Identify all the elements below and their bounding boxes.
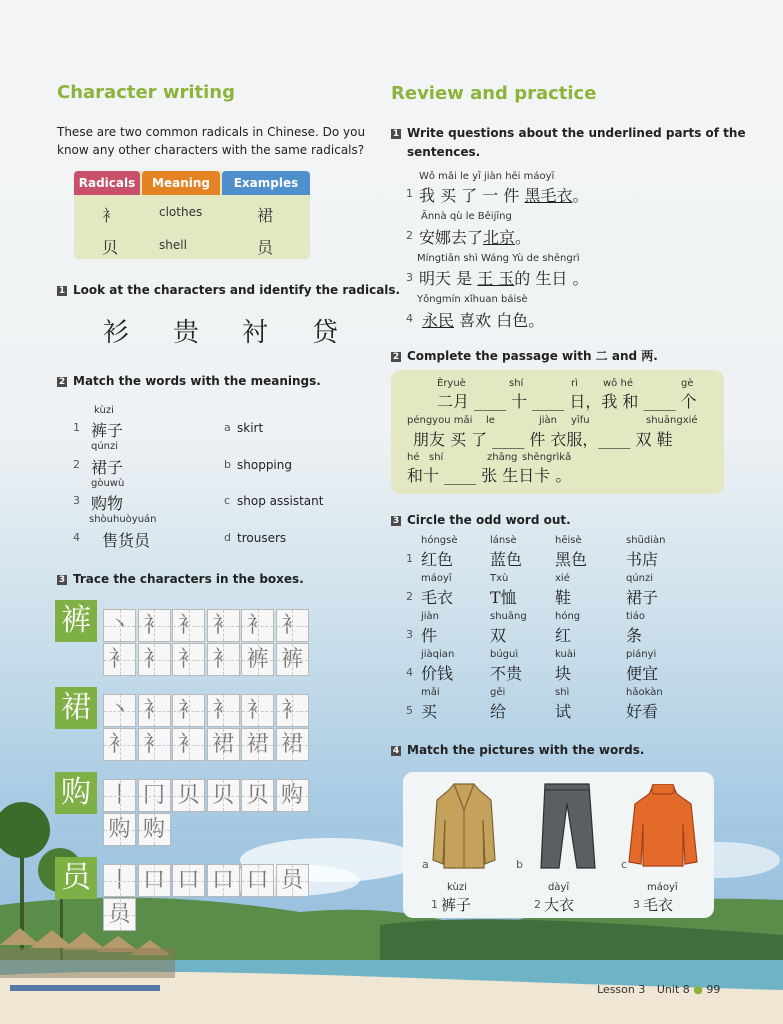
odd-word-pinyin: hǎokàn: [626, 687, 663, 698]
exercise-text: Match the pictures with the words.: [407, 743, 645, 757]
intro-text: [57, 123, 365, 159]
trace-box[interactable]: 丶: [103, 694, 136, 727]
word-hanzi: 裤子: [441, 896, 472, 914]
footer-page-number: 99: [706, 983, 721, 996]
sentence-part: 明天 是: [419, 269, 478, 288]
underlined-part: 永民: [422, 311, 455, 330]
odd-word-pinyin: jiàqian: [421, 649, 455, 660]
odd-word[interactable]: 件: [421, 626, 438, 645]
trace-box[interactable]: 贝: [207, 779, 240, 812]
exercise-number: 3: [58, 575, 66, 585]
odd-word-pinyin: Txù: [490, 573, 509, 584]
intro-line: know any other characters with the same radicals?: [57, 143, 365, 157]
odd-word[interactable]: 红色: [421, 550, 454, 569]
match-hanzi: 裤子: [91, 421, 124, 440]
passage-pinyin: shí: [509, 378, 524, 389]
passage-line[interactable]: 二月 ____ 十 ____ 日，我 和 ____ 个: [437, 392, 697, 411]
match-meaning: skirt: [237, 421, 264, 435]
match-pinyin: kùzi: [94, 405, 114, 416]
coat-icon: [429, 780, 499, 872]
odd-word-pinyin: jiàn: [421, 611, 440, 622]
trace-box[interactable]: 贝: [172, 779, 205, 812]
table-cell-meaning: clothes: [159, 205, 203, 219]
odd-word[interactable]: T恤: [490, 588, 517, 607]
odd-row-number: 3: [406, 628, 413, 641]
table-cell-meaning: shell: [159, 238, 187, 252]
sentence-part: 的 生日 。: [514, 269, 589, 288]
sentence-number: 4: [406, 312, 413, 325]
table-cell-example: 员: [257, 238, 274, 257]
match-hanzi: 裙子: [91, 458, 124, 477]
trace-box[interactable]: 衤: [103, 643, 136, 676]
match-pinyin: qúnzi: [91, 441, 119, 452]
exercise-number: 1: [392, 129, 400, 139]
trace-character: 员: [55, 857, 97, 899]
sentence-part: 。: [515, 228, 532, 247]
underlined-part: 王 玉: [477, 269, 515, 288]
odd-word-pinyin: búguì: [490, 649, 519, 660]
match-pinyin: shòuhuòyuán: [89, 514, 157, 525]
left-section-title: Character writing: [57, 82, 235, 103]
trace-box[interactable]: 丨: [103, 779, 136, 812]
sentence-number: 2: [406, 229, 413, 242]
trace-box[interactable]: 裤: [241, 643, 274, 676]
trace-box[interactable]: 衤: [276, 694, 309, 727]
match-number: 4: [73, 531, 80, 544]
trace-box[interactable]: 衤: [207, 643, 240, 676]
odd-word[interactable]: 书店: [626, 550, 659, 569]
passage-line[interactable]: 朋友 买 了 ____ 件 衣服，____ 双 鞋: [413, 430, 673, 449]
sentence: [419, 266, 588, 289]
passage-pinyin: shí: [429, 452, 444, 463]
passage-pinyin: shēngrìkǎ: [522, 452, 572, 463]
sentence: [419, 225, 531, 248]
passage-pinyin: jiàn: [539, 415, 558, 426]
trace-box[interactable]: 口: [172, 864, 205, 897]
exercise-number: 3: [392, 516, 400, 526]
sentence: [422, 308, 544, 331]
trace-box[interactable]: 购: [276, 779, 309, 812]
radical-char: 贵: [173, 318, 200, 348]
review-exercise-2-instruction: [391, 347, 658, 364]
exercise-3-instruction: [57, 572, 304, 586]
passage-pinyin: rì: [571, 378, 578, 389]
odd-row-number: 1: [406, 552, 413, 565]
trace-box[interactable]: 员: [276, 864, 309, 897]
word-number: 1: [431, 898, 438, 911]
page-footer: [597, 983, 720, 996]
match-letter: c: [224, 494, 231, 507]
odd-word[interactable]: 红: [555, 626, 572, 645]
odd-word-pinyin: mǎi: [421, 687, 440, 698]
sentence-part: 喜欢 白色。: [454, 311, 545, 330]
trace-box[interactable]: 衤: [241, 694, 274, 727]
fill-in-passage: [391, 370, 724, 494]
passage-pinyin: péngyou mǎi: [407, 415, 473, 426]
odd-word-pinyin: shūdiàn: [626, 535, 666, 546]
passage-pinyin: Èryuè: [437, 378, 466, 389]
odd-word-pinyin: máoyī: [421, 573, 452, 584]
word-pinyin: dàyī: [548, 882, 570, 893]
trace-box[interactable]: 衤: [138, 728, 171, 761]
radical-char: 贷: [312, 318, 339, 348]
trace-box[interactable]: 购: [138, 813, 171, 846]
sentence-pinyin: Ānnà qù le Běijīng: [421, 211, 512, 222]
table-header-examples: Examples: [222, 171, 310, 195]
match-pinyin: gòuwù: [91, 478, 125, 489]
trace-box[interactable]: 衤: [138, 694, 171, 727]
sentence-part: 安娜去了: [419, 228, 484, 247]
exercise-text: sentences.: [407, 145, 481, 159]
review-exercise-3-instruction: [391, 513, 571, 527]
odd-word[interactable]: 不贵: [490, 664, 523, 683]
passage-pinyin: le: [486, 415, 495, 426]
exercise-1-instruction: [57, 283, 400, 297]
trace-character: 购: [55, 772, 97, 814]
sweater-icon: [625, 784, 701, 868]
trace-box[interactable]: 冂: [138, 779, 171, 812]
sentence-pinyin: Wǒ mǎi le yī jiàn hēi máoyī: [419, 171, 555, 182]
table-cell-radical: 贝: [102, 238, 119, 257]
picture-letter: c: [621, 858, 628, 871]
sentence-number: 3: [406, 271, 413, 284]
trousers-icon: [531, 782, 601, 872]
exercise-text: Complete the passage with 二 and 两.: [407, 349, 658, 363]
odd-row-number: 5: [406, 704, 413, 717]
exercise-number: 4: [392, 746, 400, 756]
underlined-part: 黑毛衣: [524, 186, 573, 205]
odd-word[interactable]: 双: [490, 626, 507, 645]
table-cell-radical: 衤: [102, 206, 119, 225]
odd-word-pinyin: xié: [555, 573, 570, 584]
underlined-part: 北京: [483, 228, 516, 247]
sentence: [419, 183, 588, 206]
trace-box[interactable]: 丶: [103, 609, 136, 642]
odd-word-pinyin: gěi: [490, 687, 506, 698]
review-exercise-4-instruction: [391, 743, 644, 757]
exercise-text: Circle the odd word out.: [407, 513, 571, 527]
trace-box[interactable]: 购: [103, 813, 136, 846]
match-meaning: shopping: [237, 458, 292, 472]
odd-word[interactable]: 毛衣: [421, 588, 454, 607]
trace-box[interactable]: 裤: [276, 643, 309, 676]
match-letter: a: [224, 421, 231, 434]
trace-box[interactable]: 衤: [103, 728, 136, 761]
trace-box[interactable]: 衤: [172, 643, 205, 676]
passage-pinyin: wǒ hé: [603, 378, 633, 389]
odd-row-number: 2: [406, 590, 413, 603]
odd-word[interactable]: 裙子: [626, 588, 659, 607]
exercise-text: Look at the characters and identify the radicals.: [73, 283, 401, 297]
footer-unit: Unit 8: [656, 983, 690, 996]
odd-word[interactable]: 条: [626, 626, 643, 645]
word-pinyin: kùzi: [447, 882, 467, 893]
trace-box[interactable]: 口: [138, 864, 171, 897]
trace-box[interactable]: 衤: [172, 694, 205, 727]
odd-row-number: 4: [406, 666, 413, 679]
trace-box[interactable]: 员: [103, 898, 136, 931]
odd-word-pinyin: piányi: [626, 649, 657, 660]
passage-pinyin: shuāngxié: [646, 415, 698, 426]
footer-separator-icon: ●: [693, 983, 703, 996]
exercise-text: Trace the characters in the boxes.: [73, 572, 304, 586]
odd-word[interactable]: 黑色: [555, 550, 588, 569]
radical-char: 衫: [103, 318, 130, 348]
passage-pinyin: gè: [681, 378, 694, 389]
intro-line: These are two common radicals in Chinese. Do you: [57, 125, 366, 139]
odd-word[interactable]: 好看: [626, 702, 659, 721]
exercise-number: 2: [392, 352, 400, 362]
word-pinyin: máoyī: [647, 882, 678, 893]
exercise-number: 1: [58, 286, 66, 296]
odd-word[interactable]: 买: [421, 702, 438, 721]
word-number: 2: [534, 898, 541, 911]
sentence-pinyin: Yǒngmín xǐhuan báisè: [417, 294, 528, 305]
odd-word[interactable]: 价钱: [421, 664, 454, 683]
odd-word-pinyin: shì: [555, 687, 570, 698]
right-section-title: Review and practice: [391, 83, 597, 104]
exercise-2-instruction: [57, 374, 321, 388]
trace-box[interactable]: 裙: [207, 728, 240, 761]
exercise-number: 2: [58, 377, 66, 387]
passage-pinyin: yīfu: [571, 415, 590, 426]
word-hanzi: 大衣: [544, 896, 575, 914]
match-number: 1: [73, 421, 80, 434]
review-exercise-1-instruction: [391, 124, 746, 162]
picture-letter: a: [422, 858, 429, 871]
odd-word[interactable]: 块: [555, 664, 572, 683]
trace-box[interactable]: 丨: [103, 864, 136, 897]
picture-letter: b: [516, 858, 523, 871]
trace-box[interactable]: 衤: [172, 728, 205, 761]
odd-word-pinyin: tiáo: [626, 611, 645, 622]
trace-box[interactable]: 衤: [172, 609, 205, 642]
match-hanzi: 购物: [91, 494, 124, 513]
trace-character: 裙: [55, 687, 97, 729]
odd-word[interactable]: 便宜: [626, 664, 659, 683]
trace-box[interactable]: 口: [241, 864, 274, 897]
odd-word[interactable]: 蓝色: [490, 550, 523, 569]
passage-line[interactable]: 和十 ____ 张 生日卡 。: [407, 466, 572, 485]
match-meaning: shop assistant: [237, 494, 324, 508]
trace-box[interactable]: 衤: [138, 609, 171, 642]
table-header-radicals: Radicals: [74, 171, 140, 195]
passage-pinyin: hé: [407, 452, 420, 463]
match-letter: d: [224, 531, 231, 544]
exercise-text: Match the words with the meanings.: [73, 374, 321, 388]
clothing-pictures-panel: [403, 772, 714, 918]
match-number: 2: [73, 458, 80, 471]
passage-pinyin: zhāng: [487, 452, 518, 463]
odd-word[interactable]: 鞋: [555, 588, 572, 607]
sentence-number: 1: [406, 187, 413, 200]
odd-word-pinyin: shuāng: [490, 611, 527, 622]
trace-box[interactable]: 衤: [207, 609, 240, 642]
trace-box[interactable]: 口: [207, 864, 240, 897]
word-hanzi: 毛衣: [643, 896, 674, 914]
match-letter: b: [224, 458, 231, 471]
radical-char: 衬: [242, 318, 269, 348]
trace-box[interactable]: 衤: [207, 694, 240, 727]
odd-word[interactable]: 试: [555, 702, 572, 721]
word-number: 3: [633, 898, 640, 911]
odd-word-pinyin: hóng: [555, 611, 581, 622]
table-header-meaning: Meaning: [142, 171, 220, 195]
trace-box[interactable]: 裙: [241, 728, 274, 761]
odd-word[interactable]: 给: [490, 702, 507, 721]
trace-box[interactable]: 贝: [241, 779, 274, 812]
trace-box[interactable]: 衤: [138, 643, 171, 676]
match-number: 3: [73, 494, 80, 507]
sentence-part: 。: [572, 186, 589, 205]
odd-word-pinyin: qúnzi: [626, 573, 654, 584]
trace-box[interactable]: 裙: [276, 728, 309, 761]
radicals-table: [74, 171, 310, 259]
odd-word-pinyin: hóngsè: [421, 535, 458, 546]
trace-character: 裤: [55, 600, 97, 642]
trace-box[interactable]: 衤: [276, 609, 309, 642]
odd-word-pinyin: hēisè: [555, 535, 582, 546]
footer-lesson: Lesson 3: [597, 983, 646, 996]
trace-box[interactable]: 衤: [241, 609, 274, 642]
odd-word-pinyin: lánsè: [490, 535, 517, 546]
sentence-pinyin: Míngtiān shì Wáng Yù de shēngrì: [417, 253, 580, 264]
match-hanzi: 售货员: [102, 531, 151, 550]
sentence-part: 我 买 了 一 件: [419, 186, 525, 205]
odd-word-pinyin: kuài: [555, 649, 576, 660]
match-meaning: trousers: [237, 531, 287, 545]
exercise-text: Write questions about the underlined parts of the: [407, 126, 746, 140]
table-cell-example: 裙: [257, 206, 274, 225]
